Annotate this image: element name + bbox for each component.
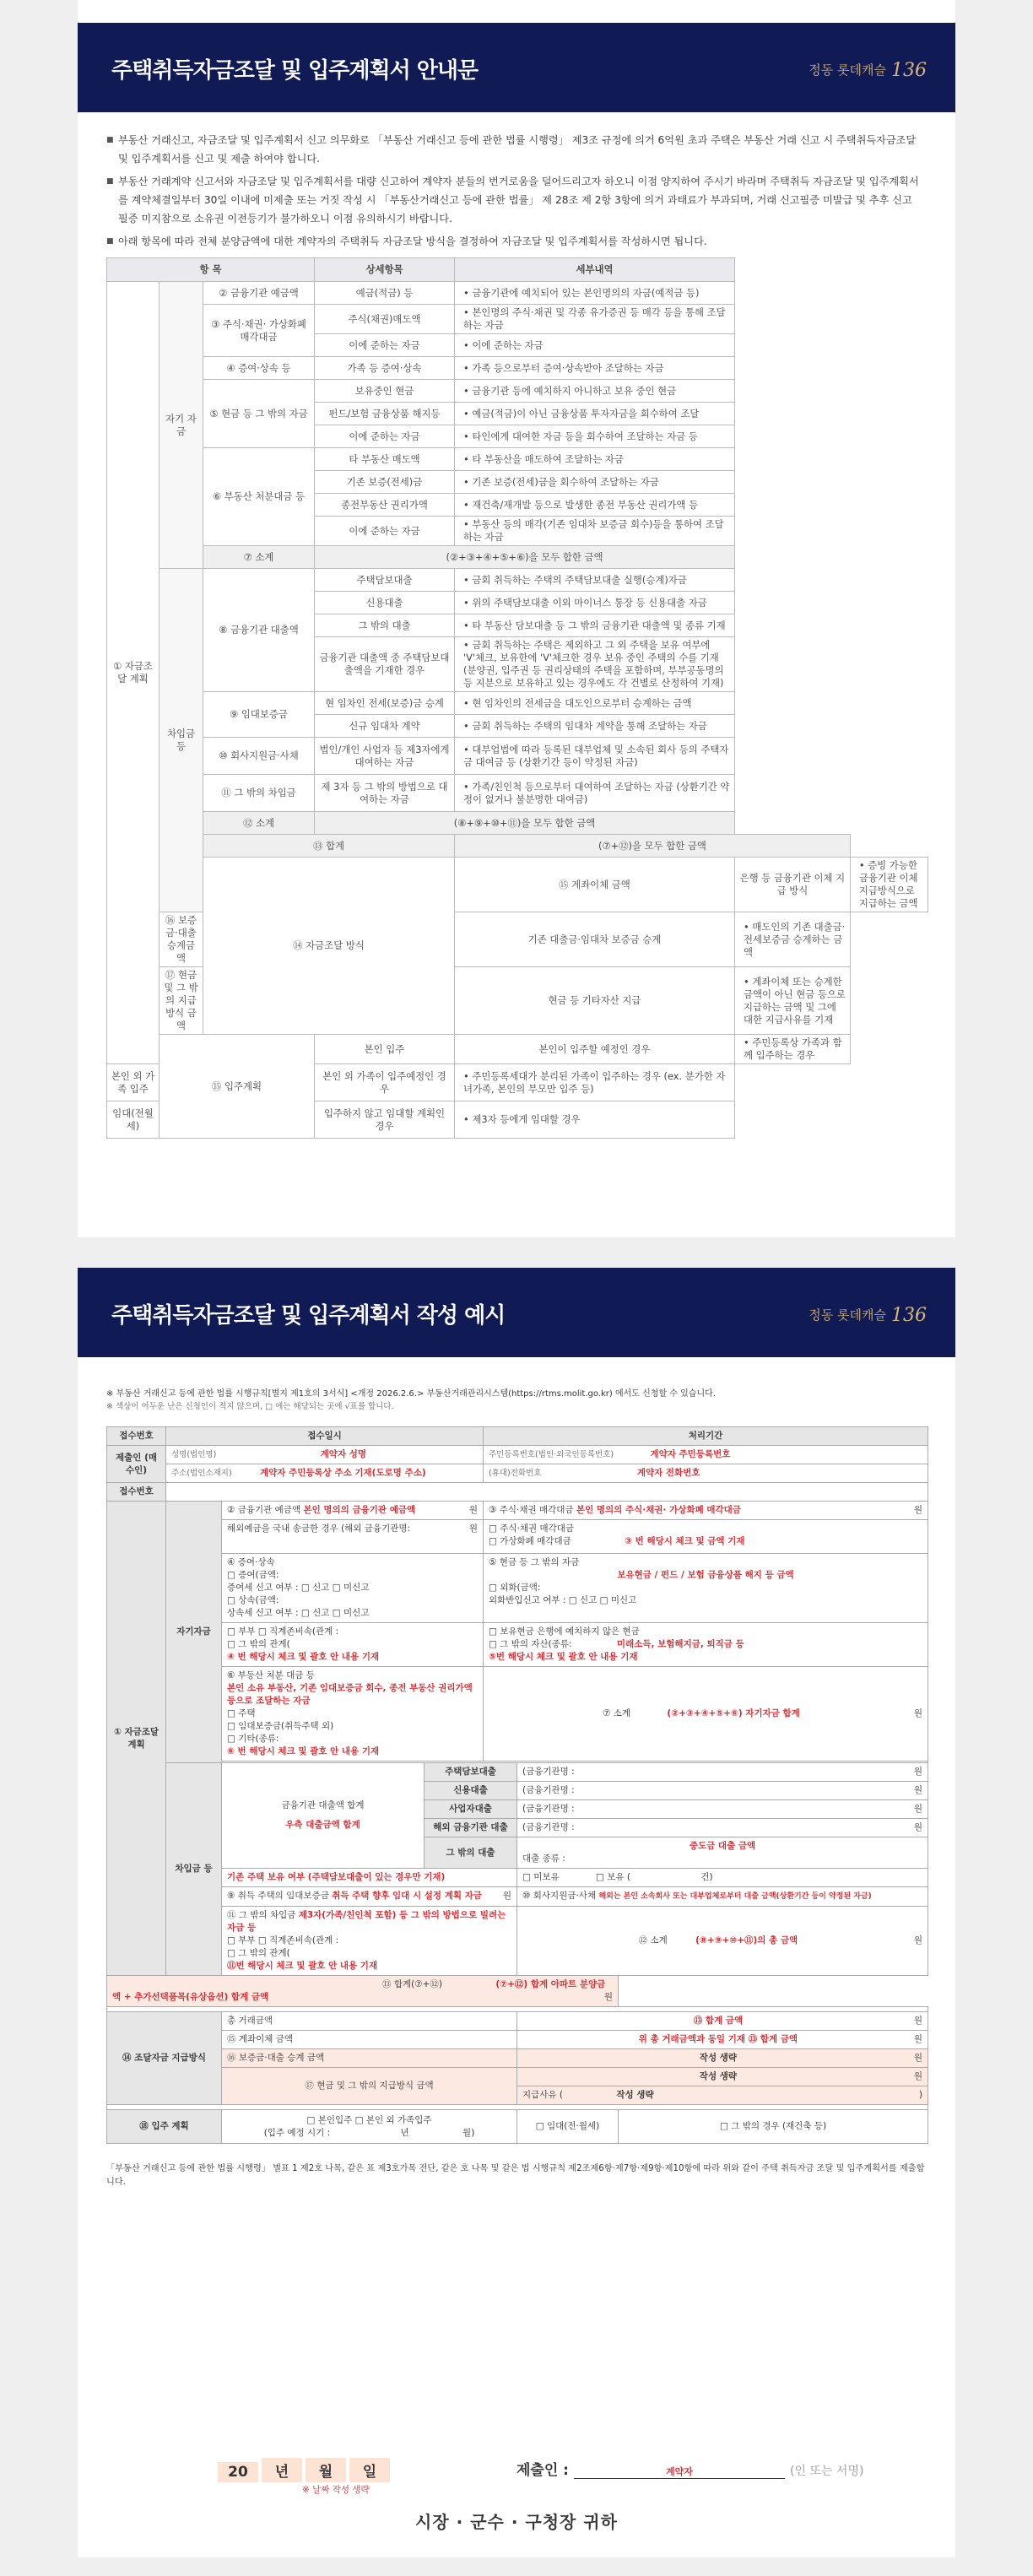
tel-value: 계약자 전화번호 xyxy=(636,1468,700,1478)
name-value: 계약자 성명 xyxy=(320,1449,367,1459)
brand-logo: 정동 롯데캐슬 136 xyxy=(809,1305,927,1326)
brand-logo: 정동 롯데캐슬 136 xyxy=(809,60,927,81)
example-form: 접수번호 접수일시 처리기간 제출인 (매수인) 성명(법인명) 계약자 성명 주민등록번호(법인·외국인등록번호) 계약자 주민등록번호 주소(법인소재지) 계약자 주민등록상 주소 기재(도로명 주소) (휴대)전화번호 계약자 전화번호 접수번호 ① 자금조달계획 자기자금 ② 금융기관 예금액 본인 명의의 금융기관 예금액 원 ③ 주식·채권 매각대금 본인 명의의 주식·채권· 가상화폐 매각대금 원 해외예금을 국내 송금한 경우 (해외 금융기관명: 원 □ 주식·채권 매각대금 □ 가상화폐 매각대금 ③ 번 해당시 체크 및 금액 기재 ④ 증여·상속 □ 증여(금액: 증여세 신고 여부 : □ 신고 □ 미신고 □ 상속(금액: 상속세 신고 여부 : □ 신고 □ 미신고 ⑤ 현금 등 그 밖의 자금 보유현금 / 펀드 / 보험 금융상품 해지 등 금액 □ 외화(금액: 외화반입신고 여부 : □ 신고 □ 미신고 □ 부부 □ 직계존비속(관계 : □ 그 밖의 관계( ④ 번 해당시 체크 및 괄호 안 내용 기재 □ 보유현금 은행에 예치하지 않은 현금 □ 그 밖의 자산(종류: 미래소득, 보험해지금, 퇴직금 등 ⑤번 해당시 체크 및 괄호 안 내용 기재 ⑥ 부동산 처분 대금 등 본인 소유 부동산, 기존 임대보증금 회수, 종전 부동산 권리가액 등으로 조달하는 자금 □ 주택 □ 임대보증금(취득주택 외) □ 기타(종류: ⑥ 번 해당시 체크 및 괄호 안 내용 기재 ⑦ 소계 (②+③+④+⑤+⑥) 자기자금 합계 원 차입금 등 금융기관 대출액 합계 우측 대출금액 합계 주택담보대출 (금융기관명 : 원 신용대출 (금융기관명 : 원 사업자대출 (금융기관명 : 원 해외 금융기관 대출 (금융기관명 : 원 그 밖의 대출 중도금 대출 금액 대출 종류 : 기존 주택 보유 여부 (주택담보대출이 있는 경우만 기재) □ 미보유 □ 보유 ( 건) ⑨ 취득 주택의 임대보증금 취득 주택 향후 임대 시 설정 계획 자금 원 ⑩ 회사지원금·사채 해외는 본인 소속회사 또는 대부업체로부터 대출 금액(상환기간 등이 약정된 자금) ⑪ 그 밖의 차입금 제3자(가족/친인척 포함) 등 그 밖의 방법으로 빌려는 자금 등 □ 부부 □ 직계존비속(관계 : □ 그 밖의 관계( ⑪번 해당시 체크 및 괄호 안 내용 기재 ⑫ 소계 (⑧+⑨+⑩+⑪)의 총 금액 원 ⑬ 합계(⑦+⑫) (⑦+⑫) 합계 아파트 분양금액 + 추가선택품목(유상옵션) 합계 금액 원 ⑭ 조달자금 지급방식 총 거래금액 ⑬ 합계 금액 원 ⑮ 계좌이체 금액 위 총 거래금액과 동일 기재 ⑬ 합계 금액 원 ⑯ 보증금·대출 승계 금액 작성 생략 원 ⑰ 현금 및 그 밖의 지급방식 금액 작성 생략 원 지급사유 ( 작성 생략 ) ⑱ 입주 계획 □ 본인입주 □ 본인 외 가족입주 (입주 예정 시기 : 년 월) □ 임대(전·월세) □ 그 밖의 경우 (재건축 등) xyxy=(106,1426,928,2144)
signature: 제출인 : 계약자 (인 또는 서명) xyxy=(516,2462,864,2479)
group-method: ⑭ 자금조달 방식 xyxy=(203,858,455,1035)
date-note: ※ 날짜 작성 생략 xyxy=(302,2485,370,2495)
note-3: ■ 아래 항목에 따라 전체 분양금액에 대한 계약자의 주택취득 자금조달 방식을 결정하여 자금조달 및 입주계획서를 작성하시면 됩니다. xyxy=(106,232,922,251)
example-title: 주택취득자금조달 및 입주계획서 작성 예시 xyxy=(111,1303,506,1329)
office-line: 시장 · 군수 · 구청장 귀하 xyxy=(415,2512,618,2532)
group-method: ⑭ 조달자금 지급방식 xyxy=(107,2012,222,2105)
guide-notes xyxy=(78,112,955,251)
example-card xyxy=(78,1268,955,2557)
group-plan: ① 자금조달 계획 xyxy=(107,282,160,1064)
note-1: ■ 부동산 거래신고, 자금조달 및 입주계획서 신고 의무화로 「부동산 거래신고 등에 관한 법률 시행령」 제3조 규정에 의거 6억원 초과 주택은 부동산 거래 신고 시 주택취득자금조달 및 입주계획서를 신고 및 제출 하여야 합니다. xyxy=(106,131,922,168)
example-header xyxy=(78,1268,955,1357)
guide-header xyxy=(78,23,955,112)
addr-value: 계약자 주민등록상 주소 기재(도로명 주소) xyxy=(260,1468,426,1478)
guide-table: 항 목 상세항목 세부내역 ① 자금조달 계획 자기 자금 ② 금융기관 예금액 예금(적금) 등 • 금융기관에 예치되어 있는 본인명의의 자금(예적금 등) ③ 주식·채권· 가상화폐 매각대금 주식(채권)매도액 • 본인명의 주식·채권 및 각종 유가증권 등 매각 등을 통해 조달하는 자금 이에 준하는 자금 • 이에 준하는 자금 ④ 증여·상속 등 가족 등 증여·상속 • 가족 등으로부터 증여·상속받아 조달하는 자금 ⑤ 현금 등 그 밖의 자금 보유중인 현금 • 금융기관 등에 예치하지 아니하고 보유 중인 현금 펀드/보험 금융상품 해지등 • 예금(적금)이 아닌 금융상품 투자자금을 회수하여 조달 이에 준하는 자금 • 타인에게 대여한 자금 등을 회수하여 조달하는 자금 등 ⑥ 부동산 처분대금 등 타 부동산 매도액 • 타 부동산을 매도하여 조달하는 자금 기존 보증(전세)금 • 기존 보증(전세)금을 회수하여 조달하는 자금 종전부동산 권리가액 • 재건축/재개발 등으로 발생한 종전 부동산 권리가액 등 이에 준하는 자금 • 부동산 등의 매각(기존 임대차 보증금 회수)등을 통하여 조달하는 자금 ⑦ 소계 (②+③+④+⑤+⑥)을 모두 합한 금액 차입금 등 ⑧ 금융기관 대출액 주택담보대출 • 금회 취득하는 주택의 주택담보대출 실행(승계)자금 신용대출 • 위의 주택담보대출 이외 마이너스 통장 등 신용대출 자금 그 밖의 대출 • 타 부동산 담보대출 등 그 밖의 금융기관 대출액 및 종류 기재 금융기관 대출액 중 주택담보대출액을 기재한 경우 • 금회 취득하는 주택은 제외하고 그 외 주택을 보유 여부에 'V'체크, 보유한에 'V'체크한 경우 보유 중인 주택의 수를 기재(분양권, 입주권 등 권리상태의 주택을 포함하며, 부부공동명의 등 지분으로 보유하고 있는 경우에도 각 건별로 산정하여 기재) ⑨ 임대보증금 현 임차인 전세(보증)금 승계 • 현 임차인의 전세금을 대도인으로부터 승계하는 금액 신규 임대차 계약 • 금회 취득하는 주택의 임대차 계약을 통해 조달하는 자금 ⑩ 회사지원금·사채 법인/개인 사업자 등 제3자에게 대여하는 자금 • 대부업법에 따라 등록된 대부업체 및 소속된 회사 등의 주택자금 대여금 등 (상환기간 등이 약정된 자금) ⑪ 그 밖의 차입금 제 3자 등 그 밖의 방법으로 대여하는 자금 • 가족/친인척 등으로부터 대여하여 조달하는 자금 (상환기간 약정이 없거나 불분명한 대여금) ⑫ 소계 (⑧+⑨+⑩+⑪)을 모두 합한 금액 ⑬ 합계 (⑦+⑫)을 모두 합한 금액 ⑭ 자금조달 방식 ⑮ 계좌이체 금액 은행 등 금융기관 이체 지급 방식 • 증빙 가능한 금융기관 이체지급방식으로 지급하는 금액 ⑯ 보증금·대출승계금액 기존 대출금·임대차 보증금 승계 • 매도인의 기존 대출금·전세보증금 승계하는 금액 ⑰ 현금 및 그 밖의 지급방식 금액 현금 등 기타자산 지급 • 계좌이체 또는 승계한 금액이 아닌 현금 등으로 지급하는 금액 및 그에 대한 지급사유를 기재 ⑮ 입주계획 본인 입주 본인이 입주할 예정인 경우 • 주민등록상 가족과 함께 입주하는 경우 본인 외 가족 입주 본인 외 가족이 입주예정인 경우 • 주민등록세대가 분리된 가족이 입주하는 경우 (ex. 분가한 자녀가족, 본인의 부모만 입주 등) 임대(전월세) 입주하지 않고 임대할 계획인 경우 • 제3자 등에게 임대할 경우 xyxy=(106,257,928,1139)
law-note: 「부동산 거래신고 등에 관한 법률 시행령」 별표 1 제2호 나목, 같은 표 제3호가목 전단, 같은 호 나목 및 같은 법 시행규칙 제2조제6항·제7항·제9항·제10항에 따라 위와 같이 주택 취득자금 조달 및 입주계획서를 제출합니다. xyxy=(106,2164,925,2187)
example-intro: ※ 부동산 거래신고 등에 관한 법률 시행규칙[별지 제1호의 3서식] <개정 2026.2.6.> 부동산거래관리시스템(https://rtms.molit.go.kr) 에서도 신청할 수 있습니다. ※ 색상이 어두운 난은 신청인이 적지 않으며, □ 에는 해당되는 곳에 √표를 합니다. xyxy=(106,1389,716,1411)
rrn-value: 계약자 주민등록번호 xyxy=(650,1449,731,1459)
guide-card xyxy=(78,0,955,1237)
submit-date: 20 년 월 일 xyxy=(218,2458,393,2482)
guide-title: 주택취득자금조달 및 입주계획서 안내문 xyxy=(111,58,479,84)
group-move: ⑮ 입주계획 xyxy=(160,1035,315,1139)
group-plan: ① 자금조달계획 xyxy=(107,1502,166,1976)
note-2: ■ 부동산 거래계약 신고서와 자금조달 및 입주계획서를 대량 신고하여 계약자 분들의 번거로움을 덜어드리고자 하오니 이점 양지하여 주시기 바라며 주택취득 자금조달 및 입주계획서를 계약체결일부터 30일 이내에 미제출 또는 거짓 작성 시 「부동산거래신고 등에 관한 법률」 제 28조 제 2항 3항에 의거 과태료가 부과되며, 거래 신고필증 미발급 및 추후 신고필증 미지참으로 소유권 이전등기가 불가하오니 이점 유의하시기 바랍니다. xyxy=(106,172,922,228)
